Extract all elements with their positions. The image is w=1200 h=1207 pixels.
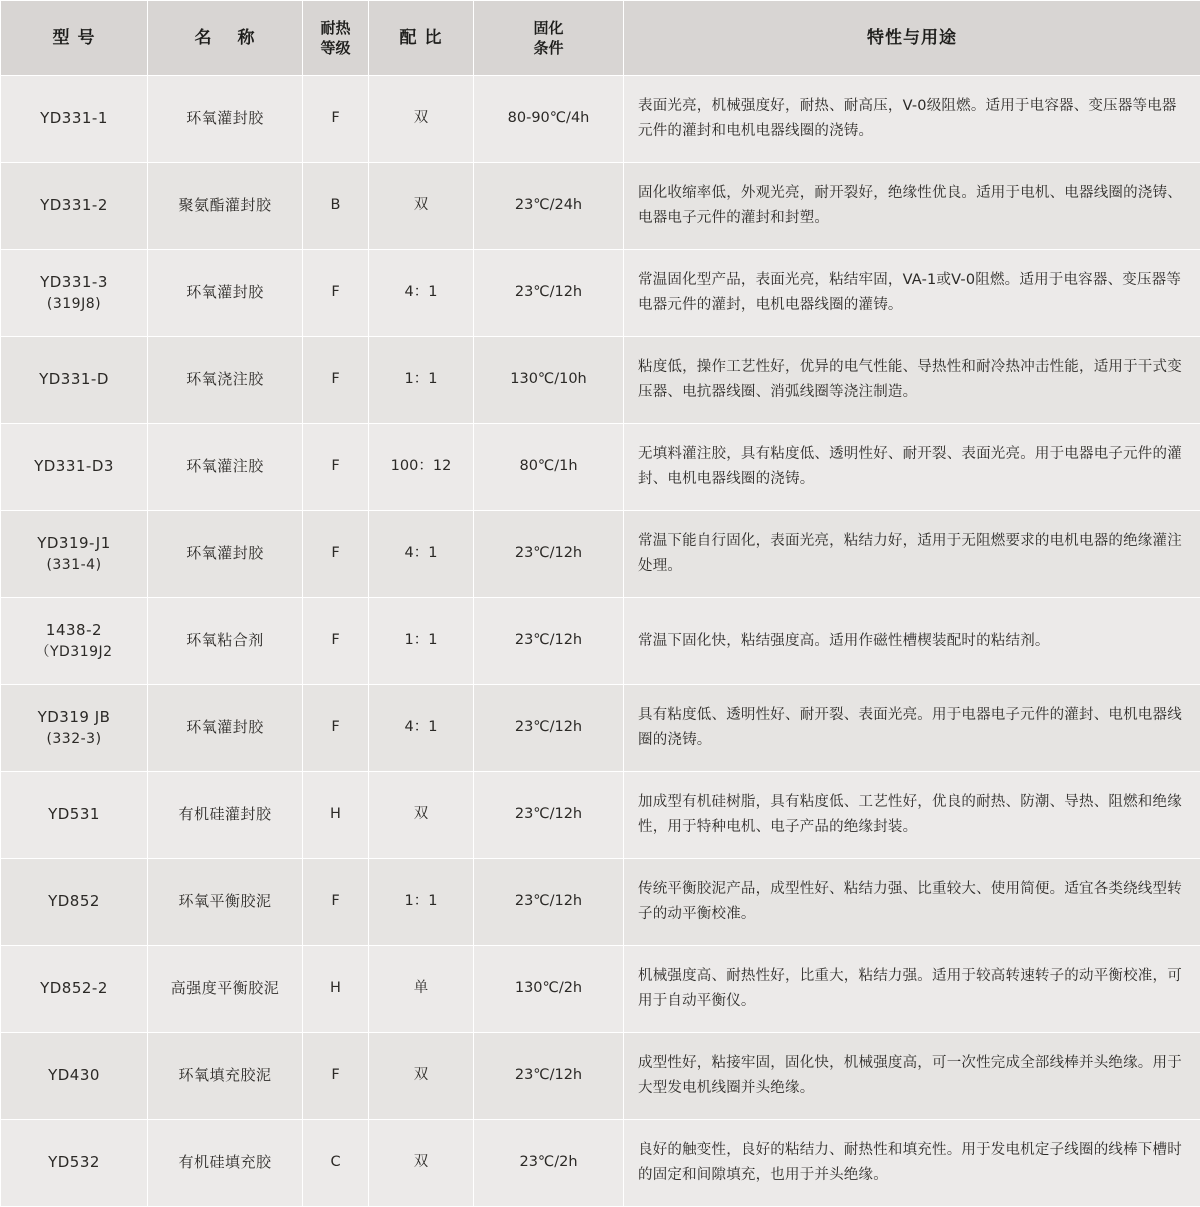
table-body (1, 76, 1200, 1207)
cell-cure: 23℃/12h (474, 772, 624, 859)
cell-heat-class: F (303, 424, 369, 511)
cell-heat-class: F (303, 859, 369, 946)
model-text: YD331-3 (40, 273, 108, 291)
header-heat-class-line1: 耐热 (320, 19, 350, 37)
cell-heat-class: F (303, 337, 369, 424)
model-text: YD331-2 (40, 196, 108, 214)
cell-cure: 23℃/12h (474, 511, 624, 598)
model-text: YD532 (48, 1153, 100, 1171)
cell-cure: 23℃/12h (474, 1033, 624, 1120)
cell-description: 机械强度高、耐热性好，比重大，粘结力强。适用于较高转速转子的动平衡校准，可用于自动平衡仪。 (624, 946, 1200, 1033)
table-row (1, 1033, 1200, 1120)
cell-ratio: 4：1 (369, 685, 474, 772)
cell-cure: 23℃/12h (474, 859, 624, 946)
table-row (1, 337, 1200, 424)
table-row (1, 598, 1200, 685)
cell-model (1, 424, 148, 511)
table-row (1, 424, 1200, 511)
cell-model (1, 250, 148, 337)
cell-model (1, 685, 148, 772)
header-features: 特性与用途 (624, 1, 1200, 76)
cell-ratio: 双 (369, 772, 474, 859)
model-text: YD331-1 (40, 109, 108, 127)
cell-ratio: 4：1 (369, 250, 474, 337)
header-ratio: 配 比 (369, 1, 474, 76)
cell-cure: 130℃/10h (474, 337, 624, 424)
cell-description: 成型性好，粘接牢固，固化快，机械强度高，可一次性完成全部线棒并头绝缘。用于大型发电机线圈并头绝缘。 (624, 1033, 1200, 1120)
header-model: 型 号 (1, 1, 148, 76)
cell-model (1, 859, 148, 946)
cell-heat-class: B (303, 163, 369, 250)
model-subtext: (331-4) (2, 555, 146, 575)
table-row (1, 685, 1200, 772)
cell-heat-class: F (303, 1033, 369, 1120)
model-subtext: （YD319J2 (2, 642, 146, 662)
table-row (1, 511, 1200, 598)
cell-cure: 80-90℃/4h (474, 76, 624, 163)
cell-name: 有机硅填充胶 (148, 1120, 303, 1207)
cell-description: 传统平衡胶泥产品，成型性好、粘结力强、比重较大、使用简便。适宜各类绕线型转子的动平衡校准。 (624, 859, 1200, 946)
table-header (1, 1, 1200, 76)
cell-description: 常温下固化快，粘结强度高。适用作磁性槽楔装配时的粘结剂。 (624, 598, 1200, 685)
cell-heat-class: H (303, 772, 369, 859)
cell-name: 环氧灌封胶 (148, 250, 303, 337)
table-row (1, 250, 1200, 337)
cell-name: 环氧浇注胶 (148, 337, 303, 424)
cell-cure: 23℃/12h (474, 598, 624, 685)
model-text: YD531 (48, 805, 100, 823)
cell-model (1, 1033, 148, 1120)
cell-cure: 130℃/2h (474, 946, 624, 1033)
model-subtext: (319J8) (2, 294, 146, 314)
cell-cure: 23℃/12h (474, 685, 624, 772)
cell-model (1, 1120, 148, 1207)
cell-name: 有机硅灌封胶 (148, 772, 303, 859)
header-name: 名 称 (148, 1, 303, 76)
cell-model (1, 163, 148, 250)
header-cure-line1: 固化 (533, 19, 563, 37)
header-cure-condition (474, 1, 624, 76)
table-row (1, 76, 1200, 163)
table-row (1, 772, 1200, 859)
cell-cure: 80℃/1h (474, 424, 624, 511)
table-row (1, 946, 1200, 1033)
cell-model (1, 946, 148, 1033)
cell-description: 表面光亮，机械强度好，耐热、耐高压，V-0级阻燃。适用于电容器、变压器等电器元件的灌封和电机电器线圈的浇铸。 (624, 76, 1200, 163)
cell-ratio: 双 (369, 76, 474, 163)
model-text: YD852-2 (40, 979, 108, 997)
cell-heat-class: F (303, 511, 369, 598)
model-text: YD852 (48, 892, 100, 910)
cell-heat-class: F (303, 76, 369, 163)
cell-ratio: 双 (369, 1033, 474, 1120)
cell-model (1, 772, 148, 859)
header-row (1, 1, 1200, 76)
cell-cure: 23℃/24h (474, 163, 624, 250)
cell-description: 常温下能自行固化，表面光亮，粘结力好，适用于无阻燃要求的电机电器的绝缘灌注处理。 (624, 511, 1200, 598)
cell-ratio: 单 (369, 946, 474, 1033)
model-text: YD331-D3 (34, 457, 114, 475)
cell-description: 加成型有机硅树脂，具有粘度低、工艺性好，优良的耐热、防潮、导热、阻燃和绝缘性，用于特种电机、电子产品的绝缘封装。 (624, 772, 1200, 859)
cell-description: 良好的触变性，良好的粘结力、耐热性和填充性。用于发电机定子线圈的线棒下槽时的固定和间隙填充，也用于并头绝缘。 (624, 1120, 1200, 1207)
cell-name: 环氧平衡胶泥 (148, 859, 303, 946)
cell-heat-class: H (303, 946, 369, 1033)
cell-heat-class: C (303, 1120, 369, 1207)
cell-model (1, 598, 148, 685)
cell-ratio: 双 (369, 163, 474, 250)
table-row (1, 1120, 1200, 1207)
cell-heat-class: F (303, 685, 369, 772)
cell-name: 环氧填充胶泥 (148, 1033, 303, 1120)
cell-ratio: 4：1 (369, 511, 474, 598)
model-text: YD331-D (39, 370, 109, 388)
cell-name: 高强度平衡胶泥 (148, 946, 303, 1033)
cell-description: 固化收缩率低，外观光亮，耐开裂好，绝缘性优良。适用于电机、电器线圈的浇铸、电器电子元件的灌封和封塑。 (624, 163, 1200, 250)
cell-heat-class: F (303, 598, 369, 685)
cell-name: 环氧灌封胶 (148, 685, 303, 772)
model-subtext: (332-3) (2, 729, 146, 749)
cell-name: 聚氨酯灌封胶 (148, 163, 303, 250)
cell-ratio: 1：1 (369, 337, 474, 424)
model-text: YD319 JB (38, 708, 111, 726)
cell-cure: 23℃/12h (474, 250, 624, 337)
header-heat-class-line2: 等级 (320, 39, 350, 57)
cell-description: 粘度低，操作工艺性好，优异的电气性能、导热性和耐冷热冲击性能，适用于干式变压器、电抗器线圈、消弧线圈等浇注制造。 (624, 337, 1200, 424)
header-cure-line2: 条件 (533, 39, 563, 57)
model-text: 1438-2 (46, 621, 102, 639)
table-row (1, 859, 1200, 946)
cell-description: 无填料灌注胶，具有粘度低、透明性好、耐开裂、表面光亮。用于电器电子元件的灌封、电机电器线圈的浇铸。 (624, 424, 1200, 511)
cell-ratio: 双 (369, 1120, 474, 1207)
cell-description: 具有粘度低、透明性好、耐开裂、表面光亮。用于电器电子元件的灌封、电机电器线圈的浇铸。 (624, 685, 1200, 772)
header-heat-class (303, 1, 369, 76)
model-text: YD319-J1 (37, 534, 111, 552)
cell-heat-class: F (303, 250, 369, 337)
model-text: YD430 (48, 1066, 100, 1084)
cell-name: 环氧灌注胶 (148, 424, 303, 511)
cell-model (1, 76, 148, 163)
cell-name: 环氧粘合剂 (148, 598, 303, 685)
cell-ratio: 1：1 (369, 598, 474, 685)
cell-description: 常温固化型产品，表面光亮，粘结牢固，VA-1或V-0阻燃。适用于电容器、变压器等电器元件的灌封，电机电器线圈的灌铸。 (624, 250, 1200, 337)
cell-cure: 23℃/2h (474, 1120, 624, 1207)
table-row (1, 163, 1200, 250)
cell-name: 环氧灌封胶 (148, 511, 303, 598)
cell-ratio: 100：12 (369, 424, 474, 511)
cell-model (1, 511, 148, 598)
cell-name: 环氧灌封胶 (148, 76, 303, 163)
cell-ratio: 1：1 (369, 859, 474, 946)
cell-model (1, 337, 148, 424)
